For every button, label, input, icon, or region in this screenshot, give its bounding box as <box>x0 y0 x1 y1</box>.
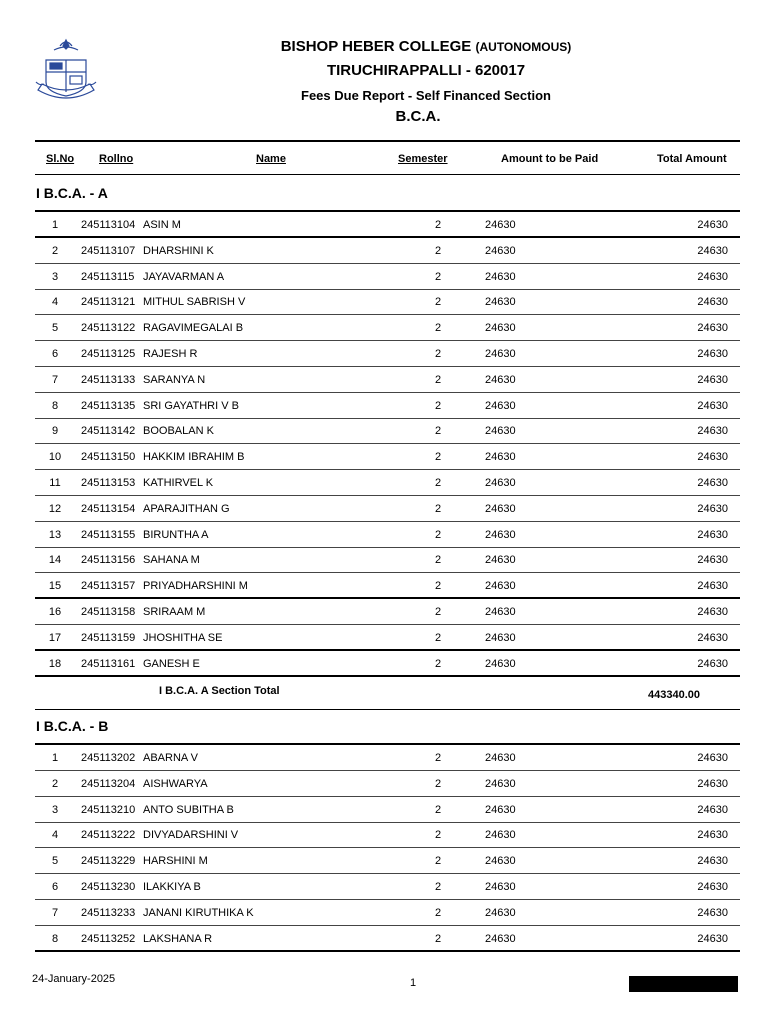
cell-semester: 2 <box>434 777 442 790</box>
table-row <box>35 496 740 522</box>
cell-amount: 24630 <box>485 528 516 541</box>
table-row <box>35 651 740 677</box>
cell-slno: 7 <box>51 373 59 386</box>
cell-rollno: 245113210 <box>81 803 136 816</box>
table-row <box>35 393 740 419</box>
cell-rollno: 245113115 <box>81 270 135 283</box>
college-name <box>42 38 768 55</box>
cell-semester: 2 <box>434 803 442 816</box>
cell-total: 24630 <box>697 777 728 790</box>
cell-amount: 24630 <box>485 829 516 842</box>
cell-total: 24630 <box>697 631 728 644</box>
table-row <box>35 547 740 573</box>
cell-name: BOOBALAN K <box>143 425 214 438</box>
cell-amount: 24630 <box>485 425 516 438</box>
cell-rollno: 245113252 <box>81 932 136 945</box>
table-row <box>35 599 740 625</box>
page-number: 1 <box>410 977 417 989</box>
table-row <box>35 315 740 341</box>
cell-slno: 2 <box>51 777 59 790</box>
cell-total: 24630 <box>697 752 728 764</box>
table-row <box>35 522 740 548</box>
cell-amount: 24630 <box>485 906 516 919</box>
cell-rollno: 245113122 <box>81 322 136 335</box>
col-total: Total Amount <box>657 153 727 165</box>
table-row <box>35 573 740 599</box>
cell-semester: 2 <box>434 855 442 868</box>
cell-total: 24630 <box>697 399 728 412</box>
cell-rollno: 245113204 <box>81 777 136 790</box>
table-row <box>35 848 740 874</box>
cell-rollno: 245113222 <box>81 829 136 842</box>
cell-semester: 2 <box>434 244 442 257</box>
col-slno: Sl.No <box>46 153 75 165</box>
cell-slno: 3 <box>51 803 59 816</box>
table-row <box>35 264 740 290</box>
cell-semester: 2 <box>434 932 442 945</box>
cell-name: DHARSHINI K <box>143 244 214 257</box>
cell-total: 24630 <box>697 244 728 257</box>
cell-total: 24630 <box>697 425 728 438</box>
col-semester: Semester <box>398 153 448 165</box>
cell-rollno: 245113233 <box>81 906 136 919</box>
cell-slno: 10 <box>48 451 62 464</box>
cell-slno: 11 <box>49 477 61 489</box>
cell-name: GANESH E <box>143 657 200 670</box>
cell-amount: 24630 <box>485 657 516 670</box>
cell-semester: 2 <box>434 477 442 489</box>
table-row <box>35 797 740 823</box>
cell-rollno: 245113142 <box>81 425 136 438</box>
cell-amount: 24630 <box>485 219 516 231</box>
report-date: 24-January-2025 <box>32 973 116 985</box>
cell-rollno: 245113229 <box>81 855 136 868</box>
cell-slno: 6 <box>51 348 59 360</box>
cell-name: BIRUNTHA A <box>143 528 209 541</box>
table-row <box>35 900 740 926</box>
cell-semester: 2 <box>434 219 442 231</box>
cell-semester: 2 <box>434 425 442 438</box>
cell-rollno: 245113157 <box>81 580 136 593</box>
cell-amount: 24630 <box>485 932 516 945</box>
cell-rollno: 245113104 <box>81 219 136 231</box>
cell-rollno: 245113230 <box>81 881 136 893</box>
cell-name: PRIYADHARSHINI M <box>143 580 248 593</box>
cell-amount: 24630 <box>485 373 516 386</box>
cell-amount: 24630 <box>485 322 516 335</box>
cell-total: 24630 <box>697 881 728 893</box>
cell-total: 24630 <box>697 348 728 360</box>
cell-slno: 18 <box>48 657 62 670</box>
cell-name: RAGAVIMEGALAI B <box>143 322 244 335</box>
table-row <box>35 444 740 470</box>
cell-rollno: 245113150 <box>81 451 136 464</box>
cell-name: RAJESH R <box>143 348 198 360</box>
cell-semester: 2 <box>434 502 442 515</box>
table-row <box>35 745 740 771</box>
cell-total: 24630 <box>697 296 728 309</box>
table-row <box>35 874 740 900</box>
cell-total: 24630 <box>697 477 728 489</box>
cell-semester: 2 <box>434 296 442 309</box>
cell-slno: 4 <box>51 829 59 842</box>
table-row <box>35 418 740 444</box>
cell-semester: 2 <box>434 606 442 618</box>
cell-total: 24630 <box>697 451 728 464</box>
cell-amount: 24630 <box>485 244 516 257</box>
cell-rollno: 245113154 <box>81 502 136 515</box>
cell-name: ABARNA V <box>143 752 199 764</box>
report-title: Fees Due Report - Self Financed Section <box>301 88 551 103</box>
section-title-a: I B.C.A. - A <box>36 185 108 201</box>
section-a-total-rule <box>35 709 740 710</box>
cell-slno: 16 <box>48 606 62 618</box>
table-row <box>35 926 740 952</box>
college-city: TIRUCHIRAPPALLI - 620017 <box>326 62 526 79</box>
cell-slno: 1 <box>51 752 59 764</box>
cell-slno: 5 <box>51 855 59 868</box>
table-row <box>35 822 740 848</box>
cell-rollno: 245113135 <box>81 399 136 412</box>
cell-semester: 2 <box>434 270 442 283</box>
cell-semester: 2 <box>434 829 442 842</box>
cell-amount: 24630 <box>485 777 516 790</box>
cell-rollno: 245113155 <box>81 528 136 541</box>
cell-name: LAKSHANA R <box>143 932 213 945</box>
cell-semester: 2 <box>434 554 442 567</box>
table-row <box>35 212 740 238</box>
cell-name: SRI GAYATHRI V B <box>143 399 239 412</box>
cell-name: JAYAVARMAN A <box>143 270 225 283</box>
cell-semester: 2 <box>434 451 442 464</box>
cell-amount: 24630 <box>485 451 516 464</box>
cell-semester: 2 <box>434 657 442 670</box>
cell-name: DIVYADARSHINI V <box>143 829 239 842</box>
cell-semester: 2 <box>434 580 442 593</box>
table-row <box>35 238 740 264</box>
cell-name: ANTO SUBITHA B <box>143 803 234 816</box>
cell-slno: 17 <box>48 631 62 644</box>
cell-amount: 24630 <box>485 554 516 567</box>
cell-semester: 2 <box>434 528 442 541</box>
cell-amount: 24630 <box>485 881 516 893</box>
cell-total: 24630 <box>697 606 728 618</box>
cell-slno: 4 <box>51 296 59 309</box>
section-title-b: I B.C.A. - B <box>36 718 109 734</box>
cell-name: JANANI KIRUTHIKA K <box>143 906 254 919</box>
cell-slno: 7 <box>51 906 59 919</box>
cell-name: MITHUL SABRISH V <box>143 296 246 309</box>
cell-amount: 24630 <box>485 270 516 283</box>
cell-rollno: 245113161 <box>81 657 136 670</box>
college-title: BISHOP HEBER COLLEGE <box>280 38 472 55</box>
cell-slno: 9 <box>51 425 59 438</box>
cell-total: 24630 <box>697 528 728 541</box>
cell-amount: 24630 <box>485 296 516 309</box>
cell-slno: 8 <box>51 932 59 945</box>
cell-semester: 2 <box>434 322 442 335</box>
cell-name: HARSHINI M <box>143 855 208 868</box>
cell-slno: 13 <box>48 528 62 541</box>
cell-amount: 24630 <box>485 631 516 644</box>
cell-semester: 2 <box>434 373 442 386</box>
table-row <box>35 470 740 496</box>
cell-rollno: 245113107 <box>81 244 136 257</box>
section-total-label: I B.C.A. A Section Total <box>159 685 280 697</box>
cell-name: KATHIRVEL K <box>143 477 214 489</box>
header-rule-bottom <box>35 174 740 175</box>
cell-rollno: 245113121 <box>81 296 136 309</box>
cell-rollno: 245113158 <box>81 606 136 618</box>
cell-name: APARAJITHAN G <box>143 502 230 515</box>
col-name: Name <box>256 153 286 165</box>
cell-slno: 5 <box>51 322 59 335</box>
cell-total: 24630 <box>697 219 728 231</box>
cell-amount: 24630 <box>485 606 516 618</box>
cell-amount: 24630 <box>485 502 516 515</box>
cell-total: 24630 <box>697 932 728 945</box>
cell-total: 24630 <box>697 373 728 386</box>
cell-rollno: 245113153 <box>81 477 136 489</box>
cell-amount: 24630 <box>485 855 516 868</box>
cell-amount: 24630 <box>485 752 516 764</box>
cell-rollno: 245113156 <box>81 554 136 567</box>
cell-semester: 2 <box>434 631 442 644</box>
cell-rollno: 245113159 <box>81 631 136 644</box>
cell-name: SAHANA M <box>143 554 200 567</box>
table-row <box>35 289 740 315</box>
cell-rollno: 245113133 <box>81 373 136 386</box>
cell-total: 24630 <box>697 906 728 919</box>
cell-total: 24630 <box>697 580 728 593</box>
cell-name: ASIN M <box>143 219 181 231</box>
row-divider <box>35 675 740 677</box>
cell-semester: 2 <box>434 906 442 919</box>
cell-name: SARANYA N <box>143 373 206 386</box>
table-row <box>35 341 740 367</box>
table-row <box>35 771 740 797</box>
cell-total: 24630 <box>697 502 728 515</box>
cell-total: 24630 <box>697 803 728 816</box>
cell-name: JHOSHITHA SE <box>143 631 223 644</box>
section-total-value: 443340.00 <box>648 689 700 701</box>
cell-amount: 24630 <box>485 803 516 816</box>
cell-total: 24630 <box>697 554 728 567</box>
cell-total: 24630 <box>697 829 728 842</box>
cell-slno: 8 <box>51 399 59 412</box>
autonomous-label: (AUTONOMOUS) <box>475 40 572 54</box>
cell-semester: 2 <box>434 399 442 412</box>
row-divider <box>35 950 740 952</box>
cell-slno: 3 <box>51 270 59 283</box>
col-rollno: Rollno <box>99 153 134 165</box>
cell-semester: 2 <box>434 881 442 893</box>
cell-semester: 2 <box>434 348 442 360</box>
cell-total: 24630 <box>697 322 728 335</box>
table-row <box>35 625 740 651</box>
cell-amount: 24630 <box>485 580 516 593</box>
cell-slno: 1 <box>51 219 59 231</box>
cell-slno: 14 <box>48 554 62 567</box>
cell-semester: 2 <box>434 752 442 764</box>
cell-name: SRIRAAM M <box>143 606 206 618</box>
cell-slno: 15 <box>48 580 62 593</box>
col-amount: Amount to be Paid <box>501 153 599 165</box>
cell-slno: 12 <box>48 502 62 515</box>
cell-slno: 6 <box>51 881 59 893</box>
cell-name: HAKKIM IBRAHIM B <box>143 451 245 464</box>
cell-total: 24630 <box>697 270 728 283</box>
cell-amount: 24630 <box>485 399 516 412</box>
cell-rollno: 245113125 <box>81 348 136 360</box>
header-rule-top <box>35 140 740 142</box>
cell-rollno: 245113202 <box>81 752 136 764</box>
cell-slno: 2 <box>51 244 59 257</box>
cell-amount: 24630 <box>485 348 516 360</box>
cell-total: 24630 <box>697 657 728 670</box>
cell-name: AISHWARYA <box>143 777 208 790</box>
cell-name: ILAKKIYA B <box>143 881 201 893</box>
redacted-block <box>629 976 738 992</box>
table-row <box>35 367 740 393</box>
course-title: B.C.A. <box>395 108 441 125</box>
cell-amount: 24630 <box>485 477 516 489</box>
cell-total: 24630 <box>697 855 728 868</box>
